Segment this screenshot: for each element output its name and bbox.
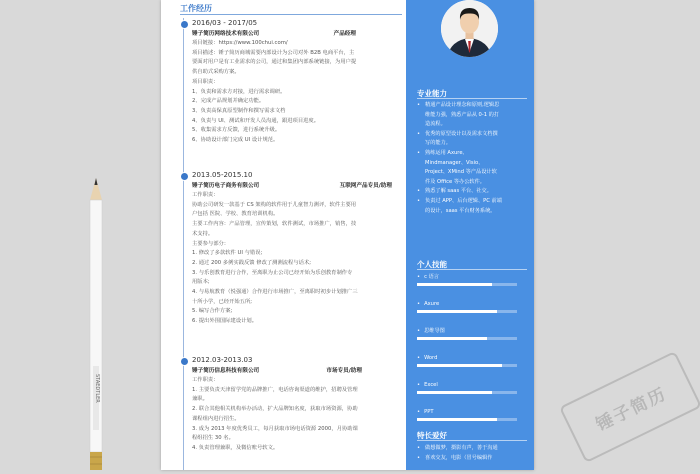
job-line: 术支持。: [192, 230, 214, 237]
job-line: 3. 与乐创教育进行合作，至离职为止公司已经开始为乐创教育制作专: [192, 269, 353, 276]
bullet-icon: •: [417, 188, 421, 195]
job-entry-3: [192, 355, 400, 454]
watermark-stamp: 锤子简历: [559, 351, 700, 463]
bullet-icon: •: [417, 301, 421, 307]
job-line: 6. 提出外围国际建设计划。: [192, 318, 258, 325]
job-date: 2013.05-2015.10: [192, 171, 253, 179]
job-line: 1、负责和需求方对接，进行需求调研。: [192, 88, 286, 95]
skills-rule: [417, 98, 527, 99]
timeline-line: [183, 18, 184, 470]
job-lines: [192, 39, 400, 146]
job-role: 市场专员/助理: [326, 368, 362, 374]
job-line: 1. 主要负责天津留学党的品牌推广，电话咨询渠道的维护，招聘及管理: [192, 386, 358, 393]
work-column: [161, 0, 406, 470]
skill-text: 件及 Office 等办公软件。: [425, 178, 485, 185]
tool-label: c 语言: [424, 274, 439, 280]
job-line: 工作职责：: [192, 192, 219, 198]
job-line: 工作职责：: [192, 377, 219, 383]
job-line: 2. 联合其他相关机构举办活动，扩大品牌知名度，获取市场资源，协助: [192, 406, 358, 413]
skill-line: [417, 178, 527, 188]
tool-name: [417, 354, 527, 362]
skill-line: [417, 159, 527, 169]
tool-label: Excel: [424, 382, 438, 388]
job-company: 锤子简历网络技术有限公司: [192, 31, 260, 37]
job-line: 4、负责与 UI、测试和开发人员沟通，跟进项目进度。: [192, 117, 320, 124]
job-lines: [192, 191, 400, 327]
skill-text: 写的能力。: [425, 140, 451, 147]
bullet-icon: •: [417, 274, 421, 280]
job-role: 产品经理: [333, 31, 356, 37]
tool-level-bar: [417, 337, 517, 340]
job-line: 3、负责高保真原型制作和撰写需求文档: [192, 107, 286, 114]
tool-level-bar: [417, 364, 517, 367]
tool-level-fill: [417, 283, 492, 286]
skill-line: [417, 149, 527, 159]
tool-level-fill: [417, 418, 497, 421]
job-line: 2. 通过 200 多例实践反馈 修改了测测流程与话术;: [192, 259, 312, 266]
job-line: 6、协助设计部门完成 UI 设计规范。: [192, 137, 279, 144]
skill-text: 负责过 APP、后台逻辑、PC 前端: [425, 197, 502, 204]
tools-title: 个人技能: [417, 260, 447, 269]
job-date: 2016/03 - 2017/05: [192, 19, 258, 27]
job-line: 3. 成为 2013 年度优秀员工，每月获取市场电话资源 2000，月协助课: [192, 425, 358, 432]
skill-text: 的设计，saas 平台财务系统。: [425, 207, 496, 214]
svg-text:STAEDTLER: STAEDTLER: [94, 374, 100, 403]
bullet-icon: •: [417, 409, 421, 415]
job-line: 供自助式采购方案。: [192, 69, 240, 76]
profile-sidebar: [406, 0, 534, 470]
hobby-list: [417, 444, 527, 463]
skill-text: 造流程。: [425, 121, 446, 128]
job-line: 项目描述：锤子简历商城需要内部设计为公司对外 B2B 电商平台，主: [192, 49, 355, 56]
timeline-dot: [180, 20, 189, 29]
job-line: 程组招生 30 名。: [192, 435, 234, 442]
job-line: 户包括 医院、学校、教育培训机构。: [192, 211, 279, 218]
tool-level-fill: [417, 310, 497, 313]
skill-line: [417, 187, 527, 197]
bullet-icon: •: [417, 102, 421, 108]
resume-paper: [161, 0, 534, 470]
tool-item: [417, 381, 527, 394]
job-lines: [192, 376, 400, 454]
tool-label: PPT: [424, 409, 434, 415]
bullet-icon: •: [417, 355, 421, 361]
job-date: 2012.03-2013.03: [192, 356, 253, 364]
bullet-icon: •: [417, 445, 421, 451]
tool-level-bar: [417, 283, 517, 286]
skill-line: [417, 197, 527, 207]
job-entry-1: [192, 18, 400, 146]
tool-item: [417, 300, 527, 313]
tool-level-fill: [417, 391, 492, 394]
tool-name: [417, 327, 527, 335]
skill-line: [417, 130, 527, 140]
skill-text: 精通产品设计理念和原则,逻辑思: [425, 102, 500, 108]
tool-level-bar: [417, 418, 517, 421]
skill-text: Mindmanager、Visio、: [425, 159, 484, 166]
tool-item: [417, 273, 527, 286]
tool-level-fill: [417, 337, 487, 340]
pencil-image: [86, 178, 106, 470]
job-line: 1. 修改了多款软件 UI 与错误;: [192, 250, 263, 257]
skill-line: [417, 139, 527, 149]
job-line: 用版本;: [192, 279, 210, 286]
bullet-icon: •: [417, 130, 421, 137]
tool-level-bar: [417, 310, 517, 313]
tool-name: [417, 381, 527, 389]
job-line: 项目链接：https://www.100chui.com/: [192, 40, 288, 46]
skill-line: [417, 207, 527, 217]
job-company: 锤子简历信息科技有限公司: [192, 368, 260, 374]
tool-item: [417, 327, 527, 340]
tool-label: Axure: [424, 301, 440, 307]
job-line: 5. 编写合作方案;: [192, 308, 233, 315]
skill-text: Project、XMind 等产品设计软: [425, 169, 497, 176]
skill-text: 优秀的原型设计以及需求文档撰: [425, 130, 498, 137]
tool-label: Word: [424, 355, 438, 361]
skills-title: 专业能力: [417, 89, 447, 98]
skill-line: [417, 111, 527, 121]
skill-line: [417, 120, 527, 130]
hobby-title: 特长爱好: [417, 431, 447, 440]
skill-text: 熟悉了解 saas 平台、社交。: [425, 188, 492, 195]
tool-item: [417, 408, 527, 421]
job-company: 锤子简历电子商务有限公司: [192, 183, 260, 189]
bullet-icon: •: [417, 382, 421, 388]
hobby-line: [417, 444, 527, 454]
tools-rule: [417, 269, 527, 270]
job-line: 主要参与部分：: [192, 240, 230, 247]
job-line: 主要工作内容：产品管理，宣传策划，软件测试，市场推广，销售，技: [192, 221, 357, 228]
job-line: 项目职责：: [192, 78, 219, 85]
tool-name: [417, 300, 527, 308]
timeline-dot: [180, 172, 189, 181]
skill-text: 维能力强，熟悉产品从 0-1 的打: [425, 111, 500, 118]
job-line: 5、收集需求方反馈，进行系统升级。: [192, 127, 281, 134]
bullet-icon: •: [417, 454, 421, 461]
job-line: 协助公司研发一款基于 CS 架构的软件用于儿童智力测评，软件主要用: [192, 201, 357, 208]
job-entry-2: [192, 170, 400, 327]
job-line: 兼职。: [192, 396, 208, 403]
work-section-title: 工作经历: [180, 4, 212, 13]
job-line: 2、完成产品规划并确定功能。: [192, 98, 265, 105]
skill-text: 熟练运用 Axure、: [425, 149, 468, 156]
work-section-rule: [180, 14, 402, 15]
hobby-rule: [417, 440, 527, 441]
tool-item: [417, 354, 527, 367]
job-line: 十所小学，已经开始五所;: [192, 298, 253, 305]
skills-list: [417, 101, 527, 216]
timeline-dot: [180, 357, 189, 366]
profile-photo: [441, 0, 498, 57]
tool-label: 思维导图: [424, 328, 445, 334]
job-role: 互联网产品专员/助理: [339, 183, 392, 189]
skill-line: [417, 168, 527, 178]
tool-name: [417, 408, 527, 416]
hobby-text: 喜欢交友，电影（冒号编辑作: [425, 454, 493, 461]
job-line: 要面对用户是有工业需求的公司，通过和集团内部系统链接，为用户提: [192, 59, 357, 66]
job-line: 课程组内进行招生。: [192, 415, 240, 422]
job-line: 4. 负责管理兼职，及微信账号软文。: [192, 444, 279, 451]
tool-name: [417, 273, 527, 281]
skill-line: [417, 101, 527, 111]
tool-level-fill: [417, 364, 502, 367]
tool-level-bar: [417, 391, 517, 394]
hobby-text: 做想做梦，摄影有声，善于沟通: [425, 445, 498, 451]
tools-list: [417, 273, 527, 435]
job-line: 4. 与易航教育（悦强通）合作进行市场推广，至离职时初步计划推广三: [192, 289, 358, 296]
bullet-icon: •: [417, 197, 421, 204]
hobby-line: [417, 454, 527, 464]
bullet-icon: •: [417, 328, 421, 334]
bullet-icon: •: [417, 149, 421, 156]
